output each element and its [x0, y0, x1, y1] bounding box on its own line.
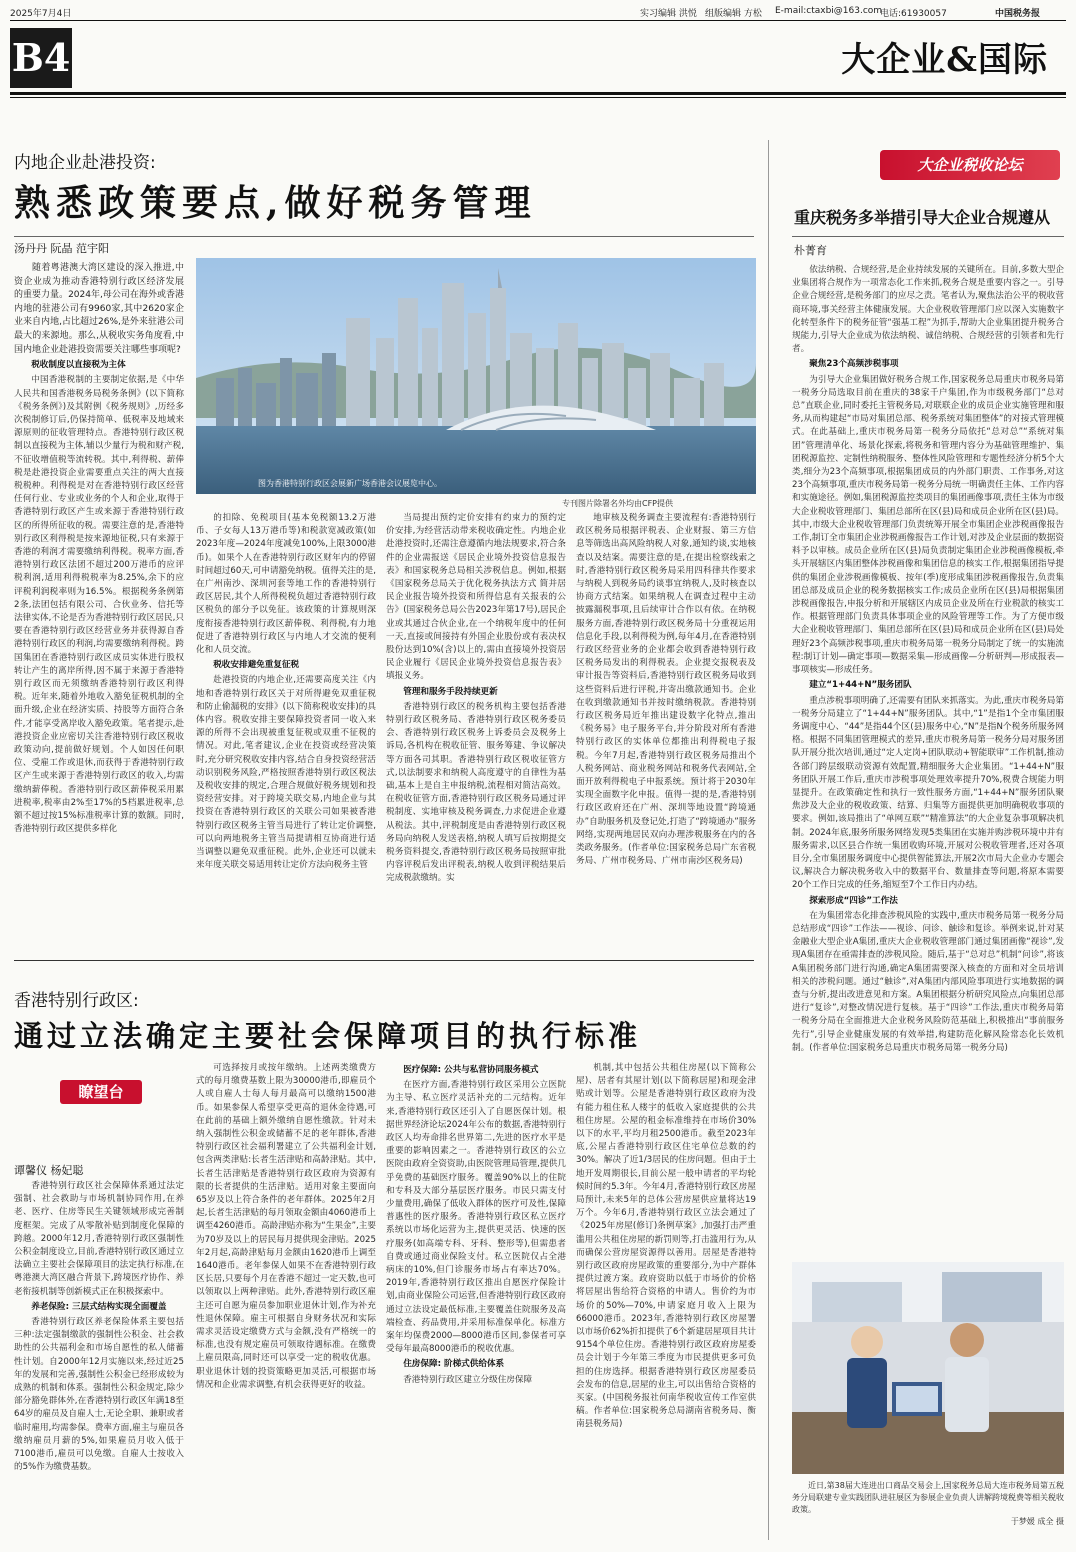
article1-photo-caption: 图为香港特别行政区会展新广场香港会议展览中心。 [258, 479, 442, 488]
article1-lead: 随着粤港澳大湾区建设的深入推进,中资企业成为推动香港特别行政区经济发展的重要力量。2024年,母公司在海外或香港内地的驻港公司有9960家,其中2620家企业来自内地,占比超过26%,是外来驻港公司最大的来源地。那么,从税收实务角度看,中国内地企业赴港投资需要关注哪些事项呢? [14, 263, 184, 355]
article1-subhead-1: 税收制度以直接税为主体 [31, 360, 126, 371]
editor-credit: 实习编辑 洪悦 [640, 9, 697, 19]
section-rule-thin [10, 97, 1066, 98]
forum-tag: 大企业税收论坛 [880, 150, 1060, 180]
article2-column-2 [196, 1062, 376, 1545]
article1-text-1: 中国香港税制的主要制定依据,是《中华人民共和国香港税务局税务条例》(以下简称《税务条例》)及其附例《税务规则》,历经多次税制修订后,仍保持简单、低税率及地域来源原则的征收管理特点。香港特别行政区税制以直接税为主体,辅以少量行为税和财产税,不征收增值税等流转税。其中,利得税、薪俸税是赴港投资企业需要重点关注的两大直接税税种。利得税是对在香港特别行政区经营任何行业、专业或业务的个人和企业,取得于香港特别行政区产生或来源于香港特别行政区的所得所征收的税。需要注意的是,香港特别行政区利得税是按来源地征税,只有来源于香港的利润才需要缴纳利得税。税率方面,香港特别行政区法团不超过200万港币的应评税利润,适用利得税税率为8.25%,余下的应评税利润税率则为16.5%。根据税务条例第2条,法团包括有限公司、合伙业务、信托等法律实体,不论是否为香港特别行政区居民,只要在香港特别行政区经营业务并获得源自香港特别行政区的利润,均需要缴纳利得税。跨国集团在香港特别行政区成员实体进行股权转让产生的离岸所得,因不属于来源于香港特别行政区而无须缴纳香港特别行政区利得税。近年来,随着外地收入豁免征税机制的全面升级,企业在经济实质、持股等方面符合条件,才能享受离岸收入豁免政策。笔者提示,赴港投资企业应密切关注香港特别行政区税收政策动向,提前做好规划。个人如因任何职位、受雇工作或退休,而获得于香港特别行政区产生或来源于香港特别行政区的收入,均需缴纳薪俸税。香港特别行政区薪俸税采用累进税率,税率由2%至17%的5档累进税率,总额不超过按15%标准税率计算的数额。同时,香港特别行政区提供多样化 [14, 375, 184, 835]
article-divider [14, 960, 754, 961]
skyline-illustration [196, 258, 756, 494]
newspaper-name: 中国税务报 [995, 9, 1041, 19]
article2-headline: 通过立法确定主要社会保障项目的执行标准 [14, 1019, 642, 1053]
article1-column-3 [386, 512, 566, 902]
article2-kicker: 香港特别行政区: [14, 991, 139, 1011]
trade-fair-illustration [792, 1262, 1064, 1474]
sidebar-body [792, 264, 1064, 1249]
article2-subhead-3: 住房保障: 阶梯式供给体系 [403, 1359, 505, 1370]
sidebar-text-2: 重点涉税事项明确了,还需要有团队来抓落实。为此,重庆市税务局第一税务分局建立了“1+44+N”服务团队。其中,“1”是指1个全市集团服务调度中心、“44”是指44个区(县)服务中心,“N”是指N个税务所服务网格。根据不同集团管理模式的差异,重庆市税务局第一税务分局对服务团队开展分批次培训,通过“定人定岗+团队联动+智能联审”工作机制,推动各部门跨层级联动资源有效配置,精细服务大企业集团。“1+44+N”服务团队开展工作后,重庆市涉税事项处理效率提升70%,税费合规能力明显提升。在政策确定性和执行一致性服务方面,“1+44+N”服务团队聚焦涉及大企业的税收政策、结算、归集等方面提供更加明确税收事项的要求。例如,该局推出了“单网互联”“精准算法”的大企业复杂事项解决机制。2024年底,服务所服务网络发现5类集团在实施并购涉税环境中并有服务需求,以区县合作统一集团收购环境,开展对公税收管理者,还对各项目分,全市集团服务调度中心提供智能算法,开展2次市局大企业办专题会议,解决合力解决税务收入中的数据平台、数量排查等问题,将原本需要20个工作日完成的任务,缩短至7个工作日内办结。 [792, 695, 1064, 891]
article1-column-4 [576, 512, 756, 902]
sidebar-photo-caption: 近日,第38届大连进出口商品交易会上,国家税务总局大连市税务局第五税务分局联建专业实践团队进驻展区为参展企业负责人讲解跨境税费等相关税收政策。 [792, 1481, 1064, 1514]
article2-subhead-1: 养老保险: 三层式结构实现全面覆盖 [31, 1301, 167, 1312]
sidebar-photo-credit: 于梦媛 成全 摄 [1010, 1517, 1064, 1526]
trade-fair-photo [792, 1262, 1064, 1474]
section-title: 大企业&国际 [841, 40, 1048, 80]
article1-kicker: 内地企业赴港投资: [14, 153, 156, 173]
sidebar-headline: 重庆税务多举措引导大企业合规遵从 [794, 208, 1051, 227]
article1-column-1 [14, 262, 184, 835]
designer-credit: 组版编辑 方松 [705, 9, 762, 19]
contact-email: E-mail:ctaxbi@163.com [775, 6, 883, 16]
hong-kong-skyline-photo [196, 258, 756, 494]
article2-text-1: 香港特别行政区养老保险体系主要包括三种:法定强制缴款的强制性公积金、社会救助性的公共福利金和市场自愿性的私人储蓄性计划。自2000年12月实施以来,经过近25年的发展和完善,强制性公积金已经形成较为成熟的机制和体系。强制性公积金规定,除少部分豁免群体外,在香港特别行政区年满18至64岁的雇员及自雇人士,无论全职、兼职或者临时雇用,均需参保。费率方面,雇主与雇员各缴纳雇员月薪的5%,如果雇员月收入低于7100港币,雇员可以免缴。自雇人士按收入的5%作为缴费基数。 [14, 1317, 184, 1473]
sidebar-text-3: 在为集团常态化排查涉税风险的实践中,重庆市税务局第一税务分局总结形成“四诊”工作法——视诊、问诊、触诊和复诊。举例来说,针对某金融业大型企业A集团,重庆大企业税收管理部门通过集团画像“视诊”,发现A集团存在亟需排查的涉税风险。随后,基于“总对总”机制“问诊”,将该A集团税务部门进行沟通,确定A集团需要深入核查的方面和对全员培训相关的涉税问题。通过“触诊”,对A集团内部风险事项进行实地数据的调查与分析,提出改进意见和方案。A集团根据分析研究风险点,向集团总部进行“复诊”,对整改情况进行复核。基于“四诊”工作法,重庆市税务局第一税务分局在全面推进大企业税务风险防范基础上,积极推出“事前服务先行”,引导企业健康发展的有效举措,构建防范化解风险常态化长效机制。(作者单位:国家税务总局重庆市税务局第一税务分局) [792, 910, 1064, 1053]
article1-column-1-overflow [14, 655, 184, 902]
sidebar-subhead-1: 聚焦23个高频涉税事项 [809, 359, 899, 370]
sidebar-subhead-3: 探索形成“四诊”工作法 [809, 895, 898, 906]
issue-date: 2025年7月4日 [10, 9, 72, 19]
article1-byline: 汤丹丹 阮晶 范宇阳 [14, 242, 109, 255]
sidebar-subhead-2: 建立“1+44+N”服务团队 [809, 680, 912, 691]
article2-column-3 [386, 1062, 566, 1545]
article1-text-2: 的扣除、免税项目(基本免税额13.2万港币、子女每人13万港币等)和税款宽减政策(如2023年度—2024年度减免100%,上限3000港币)。如果个人在香港特别行政区财年内的停留时间超过60天,可申请豁免纳税。值得关注的是,在广州南沙、深圳河套等地工作的香港特别行政区居民,其个人所得税税负超过香港特别行政区税负的部分予以免征。该政策的计算规则深度衔接香港特别行政区薪俸税、利得税,有力地促进了香港特别行政区与内地人才交流的便利化和人员交流。 [196, 513, 376, 656]
sidebar-lead: 依法纳税、合规经营,是企业持续发展的关键所在。目前,多数大型企业集团将合规作为一项常态化工作来抓,税务合规是重要内容之一。引导企业合规经营,是税务部门的应尽之责。笔者认为,聚焦法治公平的税收营商环境,事关经营主体健康发展。大企业税收管理部门应以深入实施数字化转型条件下的税务征管“强基工程”为抓手,帮助大企业集团提升税务合规能力,引导大企业成为依法纳税、诚信纳税、合规经营的引领者和先行者。 [792, 265, 1064, 355]
article2-column-badge: 瞭望台 [60, 1080, 142, 1104]
article2-text-2: 可选择按月或按年缴纳。上述两类缴费方式的每月缴费基数上限为30000港币,即雇员个人或自雇人士每人每月最高可以缴纳1500港币。如果参保人希望享受更高的退休金待遇,可在此前的基础上额外缴纳自愿性缴款。针对未纳入强制性公积金或储蓄不足的老年群体,香港特别行政区社会福利署建立了公共福利金计划,包含两类津贴:长者生活津贴和高龄津贴。其中,长者生活津贴是香港特别行政区政府为资源有限的长者提供的生活津贴。适用对象主要面向65岁及以上符合条件的老年群体。2025年2月起,长者生活津贴的每月领取金额由4060港币上调至4260港币。高龄津贴亦称为“生果金”,主要为70岁及以上的居民每月提供现金津贴。2025年2月起,高龄津贴每月金额由1620港币上调至1640港币。老年参保人如果不在香港特别行政区长居,只要每个月在香港不超过一定天数,也可以领取以上两种津贴。此外,香港特别行政区雇主还可自愿为雇员参加职业退休计划,作为补充性退休保障。雇主可根据自身财务状况和实际需求灵活设定缴费方式与金额,没有严格统一的标准,也没有规定雇员可领取待遇标准。在缴费上雇员限高,同时还可以享受一定的税收优惠。职业退休计划的投资策略更加灵活,可根据市场情况和企业需求调整,有机会获得更好的收益。 [196, 1063, 376, 1390]
sidebar-byline: 朴菁育 [794, 244, 827, 257]
header-rule [10, 20, 1066, 21]
article2-text-4: 机制,其中包括公共租住房屋(以下简称公屋)、居者有其屋计划(以下简称居屋)和现金津贴或计划等。公屋是香港特别行政区政府为没有能力租住私人楼宇的低收入家庭提供的公共租住房屋。公屋的租金标准维持在市场价30%以下的水平,平均月租2500港币。截至2023年底,公屋占香港特别行政区住宅单位总数的约30%。解决了近1/3居民的住房问题。但由于土地开发周期很长,目前公屋一般申请者的平均轮候时间约5.3年。今年4月,香港特别行政区房屋局预计,未来5年的总体公营房屋供应量将达19万个。今年6月,香港特别行政区立法会通过了《2025年房屋(修订)条例草案》,加强打击严重滥用公共租住房屋的新罚则等,打击滥用行为,从而确保公营房屋资源得以善用。居屋是香港特别行政区政府房屋政策的重要部分,为中产群体提供过渡方案。政府资助以低于市场价的价格将居屋出售给符合资格的申请人。售价约为市场价的50%—70%,申请家庭月收入上限为66000港币。2023年,香港特别行政区房屋署以市场价62%折扣提供了6个新建居屋项目共计9154个单位住房。香港特别行政区政府房屋委员会计划于今年第三季度为市民提供更多可负担的住房选择。根据香港特别行政区房屋委员会发布的信息,居屋的业主,可以出售给合资格的买家。(中国税务报社何南华税收宣传工作室供稿。作者单位:国家税务总局湖南省税务局、衡南县税务局) [576, 1063, 756, 1430]
article1-text-3: 当局提出预约定价安排有约束力的预约定价安排,为经营活动带来税收确定性。内地企业赴港投资时,还需注意遵循内地法规要求,符合条件的企业需报送《居民企业境外投资信息报告表》和国家税务总局相关涉税信息。例如,根据《国家税务总局关于优化税务执法方式 简并居民企业报告境外投资和所得信息有关报表的公告》(国家税务总局公告2023年第17号),居民企业或其通过合伙企业,在一个纳税年度中的任何一天,直接或间接持有外国企业股份或有表决权股份达到10%(含)以上的,需由直接境外投资居民企业履行《居民企业境外投资信息报告表》填报义务。 [386, 513, 566, 682]
article1-photo-credit: 专刊图片除署名外均由CFP提供 [562, 499, 674, 508]
page-code: B4 [10, 28, 72, 88]
article2-text-3b: 香港特别行政区建立分级住房保障 [403, 1374, 533, 1385]
article1-subhead-2: 税收安排避免重复征税 [213, 660, 300, 671]
article1-column-2 [196, 512, 376, 902]
sidebar-photo-caption-block [792, 1480, 1064, 1540]
article1-subhead-3: 管理和服务手段持续更新 [403, 686, 498, 697]
article2-column-1 [14, 1180, 184, 1545]
article1-byline-rule [14, 236, 754, 237]
article1-headline: 熟悉政策要点,做好税务管理 [14, 182, 537, 224]
masthead-strip [0, 0, 1076, 22]
article2-subhead-2: 医疗保障: 公共与私营协同服务模式 [403, 1065, 539, 1075]
article2-byline: 谭馨仪 杨妃聪 [14, 1164, 84, 1177]
sidebar-text-1: 为引导大企业集团做好税务合规工作,国家税务总局重庆市税务局第一税务分局选取目前在重庆的38家千户集团,作为市级税务部门“总对总”直联企业,同时委托主管税务局,对联联企业的成员企业实施管理和服务,从而构建起“市局对集团总部、税务系统对集团整体”的对接式管理模式。在此基础上,重庆市税务局第一税务分局依托“总对总”“系统对集团”管理清单化、场景化探索,将税务和管理内容分为基础管理维护、集团税源监控、定制性纳税服务、整体性风险管理和专题性经济分析5个大类,细分为23个高频事项,根据集团成员的内外部门职责、工作事务,对这23个高频事项,重庆市税务局第一税务分局统一明确责任主体、工作内容和实施途径。例如,集团税源监控类项目的集团画像事项,责任主体为市级大企业税收管理部门、集团总部所在区(县)局和成员企业所在区(县)局。其中,市级大企业税收管理部门负责统筹开展全市集团企业涉税画像报告工作,制订全市集团企业涉税画像报告工作计划,对涉及企业层面的数据资料予以审核。成员企业所在区(县)局负责制定集团企业涉税画像模板,牵头开展辖区内集团整体涉税画像和集团信息的核实工作,根据集团指导提供的集团企业涉税画像模板、按年(季)度形成集团涉税画像报告,负责集团总部及成员企业的税务数据核实工作;成员企业所在区(县)局根据集团涉税画像报告,申报分析和开展辖区内成员企业及所在行业税款的核实工作。根据管理部门负责具体事项企业的风险管理等工作。为了方便市级大企业税收管理部门、集团总部所在区(县)局和成员企业所在区(县)局处理好23个高频涉税事项,重庆市税务局第一税务分局制定了统一的实施流程:制订计划—确定事项—数据采集—形成画像—分析研判—形成报表—事项核实—形成任务。 [792, 374, 1064, 676]
sidebar-separator [768, 140, 769, 1540]
article1-text-2b: 赴港投资的内地企业,还需要高度关注《内地和香港特别行政区关于对所得避免双重征税和防止偷漏税的安排》(以下简称税收安排)的具体内容。税收安排主要保障投资者同一收入来源的所得不会出现被重复征税或双重不征税的情况。对此,笔者建议,企业在投资或经营决策时,充分研究税收安排内容,结合自身投资经营活动识别税务风险,严格按照香港特别行政区税法及税收安排的规定,合理合规做好税务规划和投资经营安排。对于跨境关联交易,内地企业与其投资在香港特别行政区的关联公司如果被香港特别行政区税务主管当局进行了转让定价调整,可以向两地税务主管当局提请相互协商进行适当调整以避免双重征税。此外,企业还可以就未来年度关联交易适用转让定价方法向税务主管 [196, 675, 376, 871]
article1-text-4: 地审核及税务调查主要流程有:香港特别行政区税务局根据评税表、企业财报、第三方信息等筛选出高风险纳税人对象,通知约谈,实地核查以及结案。需要注意的是,在提出检察线索之时,香港特别行政区税务局采用四科律共作要求与纳税人到税务局约谈事宜纳税人,及时核查以协商方式结案。如果纳税人在调查过程中主动披露漏税事项,且后续审计合作以有依。在纳税服务方面,香港特别行政区税务局十分重视运用信息化手段,以利得税为例,每年4月,在香港特别行政区经营业务的企业都会收到香港特别行政区税务局发出的利得税表。企业提交报税表及审计报告等资料后,香港特别行政区税务局收到这些资料后进行评税,并寄出缴款通知书。企业在收到缴款通知书并按时缴纳税款。香港特别行政区税务局近年推出建设数字化特点,推出《税务易》电子服务平台,并分阶段对所有香港特别行政区的实体单位都推出利得税电子报税。今年7月起,香港特别行政区税务局推出个人税务网站、商业税务网站和税务代表网站,全面开放利得税电子申报系统。预计将于2030年实现全面数字化申报。值得一提的是,香港特别行政区政府还在广州、深圳等地设置“跨境通办”自助服务机及登记处,打造了“跨境通办”服务网络,实现两地居民双向办理涉税服务在内的各类政务服务。(作者单位:国家税务总局广东省税务局、广州市税务局、广州市南沙区税务局) [576, 513, 756, 867]
article2-column-4 [576, 1062, 756, 1545]
sidebar-rule [792, 236, 1064, 237]
article2-lead: 香港特别行政区社会保障体系通过法定强制、社会救助与市场机制协同作用,在养老、医疗、住房等民生关键领域形成完善制度框架。完成了从零散补贴到制度化保障的跨越。2000年12月,香港特别行政区强制性公积金制度设立,目前,香港特别行政区通过立法确立主要社会保障项目的法定执行标准,在粤港澳大湾区融合背景下,跨境医疗协作、养老衔接机制等创新模式正在积极探索中。 [14, 1181, 184, 1297]
article1-text-3b: 香港特别行政区的税务机构主要包括香港特别行政区税务局、香港特别行政区税务委员会、香港特别行政区税务上诉委员会及税务上诉局,各机构在税收征管、服务筹建、争议解决等方面各司其职。香港特别行政区税收征管方式,以法制要求和纳税人高度遵守的自律性为基础,基本上是自主申报纳税,流程相对简洁高效。在税收征管方面,香港特别行政区税务局通过评税制度、实地审核及税务调查,力求促进企业遵从税法。其中,评税制度是由香港特别行政区税务局向纳税人发送表格,纳税人填写后按期提交税务资料提交,香港特别行政区税务局按照审批内容评税后发出评税表,纳税人收到评税结果后完成税款缴纳。实 [386, 701, 566, 884]
article2-text-3: 在医疗方面,香港特别行政区采用公立医院为主导、私立医疗灵活补充的二元结构。近年来,香港特别行政区还引入了自愿医保计划。根据世界经济论坛2024年公布的数据,香港特别行政区人均寿命排名世界第二,先进的医疗水平是重要的影响因素之一。香港特别行政区的公立医院由政府全资资助,由医院管理局管理,提供几乎免费的基础医疗服务。覆盖90%以上的住院和专科及大部分基层医疗服务。市民只需支付少量费用,确保了低收入群体的医疗可及性,保障普惠性的医疗服务。香港特别行政区私立医疗系统以市场化运营为主,提供更灵活、快速的医疗服务(如高端专科、牙科、整形等),但需患者自费或通过商业保险支付。私立医院仅占全港病床的10%,但门诊服务市场占有率达70%。2019年,香港特别行政区推出自愿医疗保险计划,由商业保险公司运营,但香港特别行政区政府通过立法设定最低标准,主要覆盖住院服务及高端检查、药品费用,并采用标准保单化。标准方案年均保费2000—8000港币区间,参保者可享受每年最高8000港币的税收优惠。 [386, 1080, 566, 1355]
contact-phone: 电话:61930057 [880, 9, 947, 19]
section-rule-thick [10, 92, 1066, 95]
